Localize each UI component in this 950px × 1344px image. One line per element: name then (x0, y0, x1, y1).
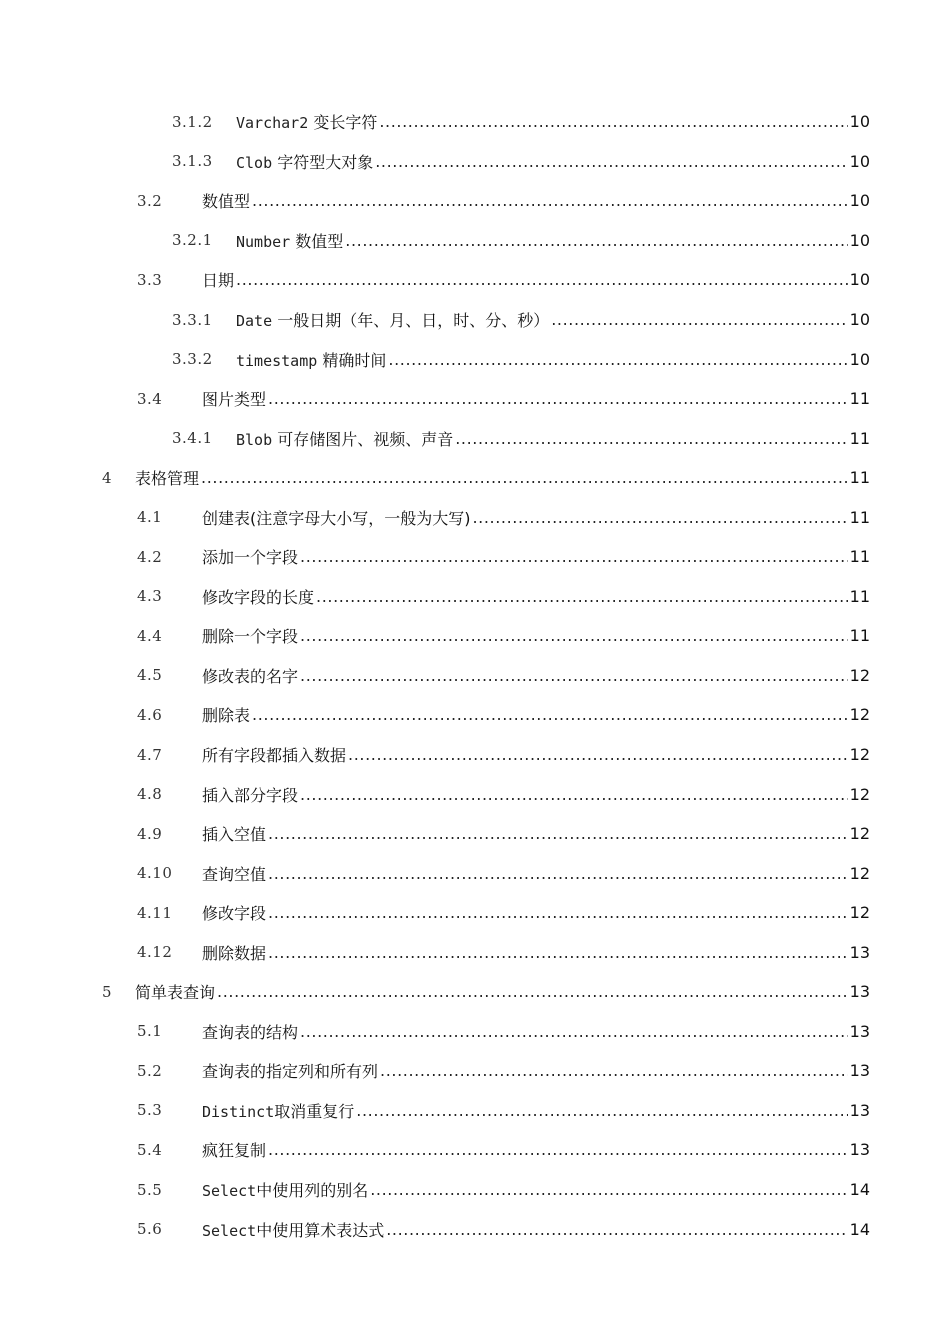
toc-entry-number: 4.12 (137, 943, 173, 962)
toc-entry-number: 3.1.2 (172, 112, 213, 131)
toc-entry-number: 4.10 (137, 864, 173, 883)
toc-entry-page: 13 (849, 1021, 870, 1041)
dot-leader (380, 1061, 848, 1080)
toc-entry-page: 10 (849, 112, 870, 132)
toc-entry-page: 10 (849, 191, 870, 211)
toc-entry-number: 4.1 (137, 508, 163, 527)
toc-entry-number: 4.4 (137, 626, 163, 645)
toc-entry-page: 12 (849, 824, 870, 844)
dot-leader (252, 705, 848, 724)
toc-entry-code: Select (202, 1221, 257, 1240)
toc-entry-title (202, 822, 266, 845)
toc-entry-code: Blob (236, 430, 273, 449)
toc-entry-text: 变长字符 (313, 113, 378, 133)
toc-entry-page: 13 (849, 1100, 870, 1120)
toc-entry-number: 5.4 (137, 1140, 163, 1159)
toc-entry-text: 插入部分字段 (202, 785, 299, 805)
toc-entry-number: 3.2.1 (172, 231, 213, 250)
toc-entry-text: 查询表的结构 (202, 1022, 299, 1042)
dot-leader (236, 270, 848, 289)
toc-entry-page: 11 (849, 547, 870, 567)
toc-entry-page: 10 (849, 270, 870, 290)
toc-entry-page: 11 (849, 468, 870, 488)
toc-entry[interactable] (0, 418, 950, 458)
dot-leader (300, 1022, 848, 1041)
toc-entry[interactable] (0, 577, 950, 617)
toc-entry-page: 10 (849, 230, 870, 250)
toc-entry-title (202, 743, 346, 766)
toc-entry[interactable] (0, 339, 950, 379)
toc-entry-number: 4 (102, 468, 113, 487)
toc-entry-text: 中使用算术表达式 (256, 1220, 385, 1240)
toc-entry-text: 字符型大对象 (277, 152, 374, 172)
toc-entry-text: 日期 (202, 271, 235, 291)
toc-entry-page: 13 (849, 942, 870, 962)
toc-entry-text: 表格管理 (135, 469, 200, 489)
dot-leader (316, 587, 848, 606)
toc-entry-page: 11 (849, 626, 870, 646)
toc-entry-title (202, 862, 266, 885)
toc-entry-text: 可存储图片、视频、声音 (277, 429, 454, 449)
toc-entry-page: 12 (849, 784, 870, 804)
toc-entry-text: 简单表查询 (135, 983, 216, 1003)
toc-entry-page: 11 (849, 428, 870, 448)
toc-entry-number: 3.3.2 (172, 350, 213, 369)
toc-entry[interactable] (0, 656, 950, 696)
toc-entry-title (202, 585, 314, 608)
toc-entry-text: 所有字段都插入数据 (202, 746, 347, 766)
dot-leader (268, 943, 848, 962)
toc-entry-text: 修改表的名字 (202, 666, 299, 686)
dot-leader (345, 231, 847, 250)
toc-entry-text: 中使用列的别名 (256, 1181, 369, 1201)
toc-entry-title (202, 901, 266, 924)
toc-entry-number: 4.7 (137, 745, 163, 764)
toc-entry-title (135, 980, 215, 1003)
toc-entry-text: 数值型 (295, 231, 344, 251)
toc-entry-page: 12 (849, 903, 870, 923)
dot-leader (455, 429, 847, 448)
dot-leader (370, 1180, 847, 1199)
toc-entry-text: 修改字段的长度 (202, 587, 315, 607)
toc-entry[interactable] (0, 774, 950, 814)
toc-entry-text: 删除表 (202, 706, 251, 726)
toc-entry[interactable] (0, 616, 950, 656)
toc-entry-title (202, 1020, 298, 1043)
toc-entry[interactable] (0, 497, 950, 537)
toc-entry[interactable] (0, 893, 950, 933)
toc-entry-number: 4.8 (137, 785, 163, 804)
dot-leader (388, 350, 847, 369)
toc-entry-code: timestamp (236, 351, 318, 370)
toc-entry-title (202, 1059, 378, 1082)
dot-leader (300, 666, 848, 685)
toc-entry-number: 5.5 (137, 1180, 163, 1199)
toc-entry[interactable] (0, 972, 950, 1012)
toc-entry[interactable] (0, 458, 950, 498)
toc-entry-text: 精确时间 (322, 350, 387, 370)
toc-entry-title (236, 427, 453, 450)
dot-leader (300, 785, 848, 804)
toc-entry-title (236, 308, 549, 331)
toc-entry[interactable] (0, 735, 950, 775)
toc-entry-title (236, 348, 386, 371)
toc-entry-text: 疯狂复制 (202, 1141, 267, 1161)
dot-leader (300, 547, 848, 566)
toc-entry-number: 3.4.1 (172, 429, 213, 448)
dot-leader (375, 152, 847, 171)
toc-entry-text: 添加一个字段 (202, 548, 299, 568)
dot-leader (268, 824, 848, 843)
toc-entry[interactable] (0, 695, 950, 735)
toc-entry-text: 一般日期（年、月、日，时、分、秒） (277, 311, 550, 330)
toc-entry-page: 13 (849, 982, 870, 1002)
toc-entry-title (202, 941, 266, 964)
toc-entry-number: 5.6 (137, 1220, 163, 1239)
toc-entry-title (202, 189, 250, 212)
toc-entry[interactable] (0, 1170, 950, 1210)
toc-entry[interactable] (0, 379, 950, 419)
toc-entry-number: 3.2 (137, 191, 163, 210)
toc-entry-text: 数值型 (202, 192, 251, 212)
toc-entry-number: 5.1 (137, 1022, 163, 1041)
toc-entry[interactable] (0, 1051, 950, 1091)
toc-entry-page: 10 (849, 349, 870, 369)
toc-entry-text: 查询空值 (202, 864, 267, 884)
toc-entry[interactable] (0, 260, 950, 300)
dot-leader (356, 1101, 847, 1120)
toc-entry-page: 11 (849, 586, 870, 606)
toc-entry[interactable] (0, 853, 950, 893)
toc-entry[interactable] (0, 142, 950, 182)
toc-entry-page: 14 (849, 1180, 870, 1200)
toc-entry-page: 12 (849, 745, 870, 765)
toc-entry-text: 创建表(注意字母大小写，一般为大写) (202, 508, 471, 528)
dot-leader (300, 626, 848, 645)
dot-leader (217, 982, 848, 1001)
toc-entry-code: Clob (236, 153, 273, 172)
dot-leader (201, 468, 848, 487)
toc-entry-title (202, 506, 471, 529)
toc-entry[interactable] (0, 1209, 950, 1249)
dot-leader (252, 191, 848, 210)
toc-entry-code: Date (236, 312, 273, 330)
toc-entry-number: 4.5 (137, 666, 163, 685)
toc-entry-text: 图片类型 (202, 390, 267, 410)
toc-entry-title (236, 229, 343, 252)
toc-entry-number: 5 (102, 982, 113, 1001)
toc-entry-title (202, 545, 298, 568)
toc-entry-title (202, 268, 234, 291)
toc-entry-text: 查询表的指定列和所有列 (202, 1062, 379, 1082)
toc-entry-title (202, 1138, 266, 1161)
dot-leader (386, 1220, 847, 1239)
dot-leader (268, 1140, 848, 1159)
dot-leader (473, 508, 848, 527)
toc-entry-number: 5.2 (137, 1061, 163, 1080)
toc-entry[interactable] (0, 181, 950, 221)
toc-entry-title (202, 783, 298, 806)
toc-entry[interactable] (0, 1012, 950, 1052)
toc-entry[interactable] (0, 932, 950, 972)
toc-entry-title (236, 150, 373, 173)
toc-entry-page: 11 (849, 389, 870, 409)
toc-entry-title (202, 624, 298, 647)
toc-entry-page: 11 (849, 507, 870, 527)
toc-entry[interactable] (0, 1091, 950, 1131)
toc-entry-text: 删除数据 (202, 943, 267, 963)
toc-entry-title (236, 110, 377, 133)
toc-entry-number: 4.9 (137, 824, 163, 843)
toc-entry[interactable] (0, 1130, 950, 1170)
dot-leader (268, 903, 848, 922)
toc-entry-number: 4.2 (137, 547, 163, 566)
toc-entry-page: 10 (849, 151, 870, 171)
table-of-contents (0, 102, 950, 1249)
toc-entry-title (202, 1178, 368, 1201)
toc-entry-number: 4.3 (137, 587, 163, 606)
toc-entry-title (202, 1218, 384, 1241)
toc-entry-code: Number (236, 232, 291, 251)
toc-entry-title (202, 387, 266, 410)
toc-entry-page: 10 (849, 310, 870, 329)
toc-entry-text: 插入空值 (202, 825, 267, 845)
toc-entry[interactable] (0, 102, 950, 142)
toc-entry-number: 4.11 (137, 903, 173, 922)
toc-entry-number: 5.3 (137, 1101, 163, 1120)
toc-entry-number: 3.3 (137, 270, 163, 289)
toc-entry-number: 3.4 (137, 389, 163, 408)
toc-entry-page: 14 (849, 1219, 870, 1239)
toc-entry-number: 4.6 (137, 705, 163, 724)
toc-entry-page: 12 (849, 665, 870, 685)
toc-entry-page: 13 (849, 1140, 870, 1160)
toc-entry[interactable] (0, 300, 950, 340)
toc-entry-title (135, 466, 199, 489)
dot-leader (379, 112, 847, 131)
toc-entry-text: 删除一个字段 (202, 627, 299, 647)
toc-entry-number: 3.3.1 (172, 310, 213, 329)
toc-entry[interactable] (0, 221, 950, 261)
toc-entry-code: Varchar2 (236, 114, 309, 133)
toc-entry-page: 13 (849, 1061, 870, 1081)
dot-leader (348, 745, 848, 764)
dot-leader (268, 389, 848, 408)
toc-entry-title (202, 1099, 354, 1122)
toc-entry-text: 取消重复行 (274, 1101, 355, 1121)
toc-entry-page: 12 (849, 863, 870, 883)
dot-leader (268, 864, 848, 883)
toc-entry-code: Select (202, 1182, 257, 1201)
toc-entry-title (202, 664, 298, 687)
dot-leader (551, 310, 847, 329)
toc-entry[interactable] (0, 537, 950, 577)
toc-entry-page: 12 (849, 705, 870, 725)
toc-entry-code: Distinct (202, 1102, 275, 1121)
toc-entry-title (202, 703, 250, 726)
toc-entry-text: 修改字段 (202, 904, 267, 924)
toc-entry[interactable] (0, 814, 950, 854)
toc-entry-number: 3.1.3 (172, 152, 213, 171)
